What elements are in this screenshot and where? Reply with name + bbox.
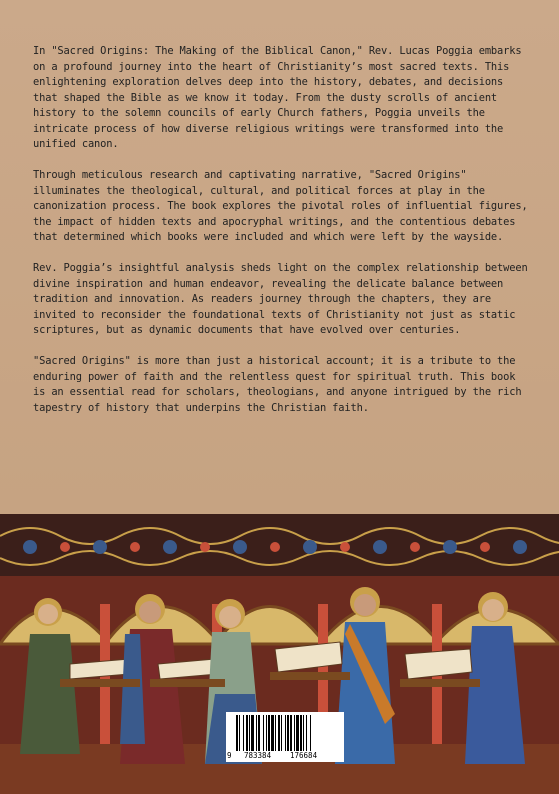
barcode-bar (268, 715, 270, 751)
barcode-digit-first: 9 (227, 751, 232, 760)
barcode-bar (251, 715, 254, 751)
barcode-bar (290, 715, 292, 751)
barcode-bar (246, 715, 248, 751)
barcode-bar (287, 715, 289, 751)
barcode-bar (281, 715, 282, 751)
barcode-bar (310, 715, 311, 751)
barcode-bar (275, 715, 276, 751)
barcode-digit-group1: 783384 (244, 751, 272, 760)
barcode-digit-group2: 176684 (290, 751, 318, 760)
barcode-bar (239, 715, 240, 751)
barcode-bar (278, 715, 280, 751)
barcode-bar (266, 715, 267, 751)
barcode-bar (303, 715, 304, 751)
isbn-barcode (226, 712, 344, 762)
blurb-paragraph-1: In "Sacred Origins: The Making of the Biblical Canon," Rev. Lucas Poggia embarks on a profound journey into the heart of Christianity’s most sacred texts. This enlightening exploration delves deep into the history, debates, and decisions that shaped the Bible as we know it today. From the dusty scrolls of ancient history to the solemn councils of early Church fathers, Poggia unveils the intricate process of how diverse religious writings were transformed into the unified canon. (33, 45, 522, 150)
barcode-bar (285, 715, 286, 751)
blurb-paragraph-2: Through meticulous research and captivating narrative, "Sacred Origins" illuminates the theological, cultural, and political forces at play in the canonization process. The book explores the pivotal roles of influential figures, the impact of hidden texts and apocryphal writings, and the contentious debates that determined which books were included and which were left by the wayside. (33, 169, 528, 243)
barcode-bar (249, 715, 250, 751)
barcode-bar (271, 715, 274, 751)
barcode-bar (306, 715, 307, 751)
barcode-bar (243, 715, 244, 751)
barcode-digits (226, 750, 344, 760)
barcode-bar (294, 715, 295, 751)
barcode-bar (236, 715, 238, 751)
barcode-bar (300, 715, 302, 751)
barcode-bar (258, 715, 260, 751)
barcode-bar (263, 715, 264, 751)
barcode-bar (296, 715, 299, 751)
barcode-bar (256, 715, 257, 751)
blurb-paragraph-4: "Sacred Origins" is more than just a historical account; it is a tribute to the enduring power of faith and the relentless quest for spiritual truth. This book is an essential read for scholars, theologians, and anyone intrigued by the rich tapestry of history that underpins the Christian faith. (33, 355, 522, 414)
blurb (33, 44, 533, 432)
blurb-paragraph-3: Rev. Poggia’s insightful analysis sheds light on the complex relationship between divine inspiration and human endeavor, revealing the delicate balance between tradition and innovation. As readers journey through the chapters, they are invited to reconsider the foundational texts of Christianity not just as static scriptures, but as dynamic documents that have evolved over centuries. (33, 262, 528, 336)
